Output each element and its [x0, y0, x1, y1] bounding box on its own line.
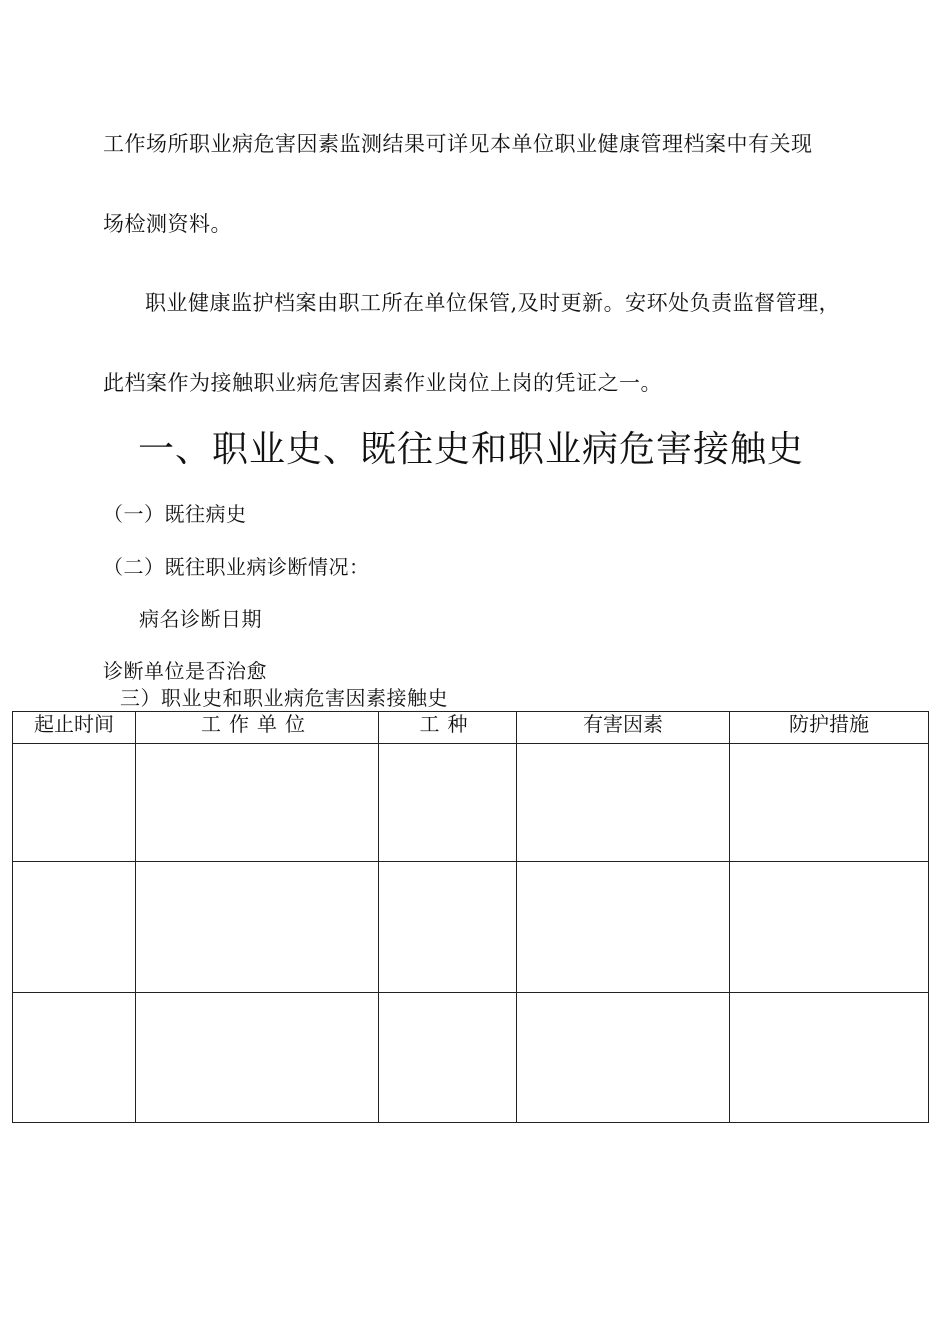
table-cell[interactable] — [136, 862, 379, 993]
subsection-past-diagnosis: （二）既往职业病诊断情况： — [103, 555, 370, 579]
table-cell[interactable] — [379, 744, 517, 862]
table-row — [13, 862, 929, 993]
table-cell[interactable] — [517, 993, 730, 1123]
header-job-type: 工种 — [379, 712, 517, 744]
table-cell[interactable] — [136, 744, 379, 862]
header-protective-measures: 防护措施 — [730, 712, 929, 744]
table-cell[interactable] — [730, 993, 929, 1123]
subsection-past-medical-history: （一）既往病史 — [103, 502, 247, 526]
table-header-row — [13, 712, 929, 744]
subsection-occupational-history: 三）职业史和职业病危害因素接触史 — [120, 686, 448, 710]
header-period: 起止时间 — [13, 712, 136, 744]
diagnosis-fields-line-1: 病名诊断日期 — [139, 607, 262, 631]
table-cell[interactable] — [517, 744, 730, 862]
diagnosis-fields-line-2: 诊断单位是否治愈 — [103, 659, 267, 683]
table-row — [13, 993, 929, 1123]
table-cell[interactable] — [13, 744, 136, 862]
paragraph-2-line-2: 此档案作为接触职业病危害因素作业岗位上岗的凭证之一。 — [103, 371, 662, 395]
table-cell[interactable] — [379, 862, 517, 993]
table-cell[interactable] — [13, 862, 136, 993]
header-hazard-factors: 有害因素 — [517, 712, 730, 744]
paragraph-1-line-1: 工作场所职业病危害因素监测结果可详见本单位职业健康管理档案中有关现 — [103, 132, 813, 156]
occupational-history-table — [12, 711, 929, 1123]
paragraph-2-line-1: 职业健康监护档案由职工所在单位保管,及时更新。安环处负责监督管理， — [145, 291, 841, 315]
paragraph-1-line-2: 场检测资料。 — [103, 212, 232, 236]
table-cell[interactable] — [136, 993, 379, 1123]
section-heading: 一、职业史、既往史和职业病危害接触史 — [138, 429, 805, 470]
header-work-unit: 工作单位 — [136, 712, 379, 744]
table-cell[interactable] — [730, 862, 929, 993]
table-cell[interactable] — [13, 993, 136, 1123]
table-cell[interactable] — [730, 744, 929, 862]
table-row — [13, 744, 929, 862]
table-cell[interactable] — [517, 862, 730, 993]
table-cell[interactable] — [379, 993, 517, 1123]
